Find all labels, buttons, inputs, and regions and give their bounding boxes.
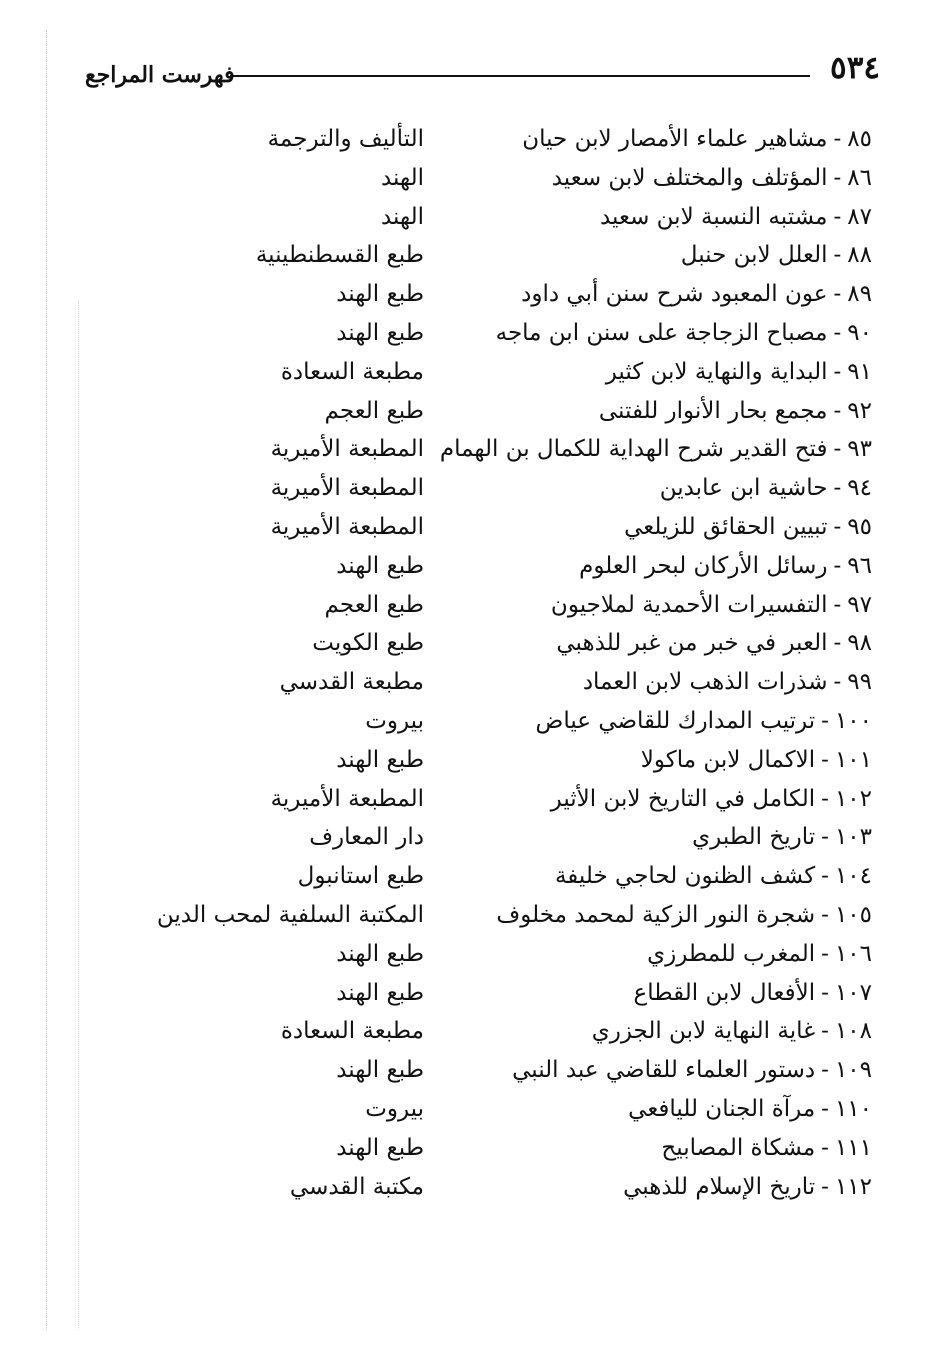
reference-title: المؤتلف والمختلف لابن سعيد	[551, 164, 828, 191]
reference-publisher: طبع استانبول	[297, 863, 424, 890]
reference-entry	[0, 1135, 934, 1174]
reference-dash: -	[821, 979, 829, 1006]
reference-title-line	[583, 669, 872, 695]
reference-publisher: طبع الهند	[336, 1134, 424, 1161]
reference-entry	[0, 436, 934, 475]
reference-dash: -	[833, 358, 842, 385]
reference-number: ١٠٦	[834, 940, 872, 967]
reference-number: ٨٦	[847, 164, 872, 191]
reference-title-line	[496, 320, 872, 346]
running-title: فهرست المراجع	[85, 62, 235, 88]
reference-title-line	[592, 1018, 872, 1044]
reference-entry	[0, 242, 934, 281]
reference-number: ٩٣	[847, 436, 872, 463]
reference-publisher: المطبعة الأميرية	[270, 785, 424, 812]
reference-entry	[0, 1174, 934, 1213]
reference-number: ٩٦	[847, 552, 872, 579]
reference-title-line	[579, 553, 872, 579]
reference-title-line	[522, 126, 872, 152]
reference-title: ترتيب المدارك للقاضي عياض	[535, 707, 816, 734]
reference-title-line	[692, 824, 872, 850]
reference-number: ٨٥	[847, 126, 872, 152]
reference-title-line	[634, 980, 872, 1006]
reference-publisher: المكتبة السلفية لمحب الدين	[156, 901, 424, 928]
reference-title-line	[628, 1096, 872, 1122]
reference-dash: -	[833, 319, 842, 346]
reference-number: ١٠١	[834, 746, 872, 773]
reference-entry	[0, 320, 934, 359]
reference-title: مشكاة المصابيح	[661, 1134, 816, 1161]
reference-title: الاكمال لابن ماكولا	[640, 746, 816, 773]
reference-title: مرآة الجنان لليافعي	[628, 1095, 816, 1122]
reference-dash: -	[821, 1095, 829, 1122]
reference-dash: -	[833, 126, 842, 152]
reference-title-line	[521, 281, 872, 307]
reference-dash: -	[821, 824, 829, 851]
reference-number: ٨٧	[847, 203, 872, 230]
reference-number: ١٠٨	[834, 1018, 872, 1045]
reference-title-line	[512, 1057, 872, 1083]
reference-title-line	[641, 747, 872, 773]
reference-title: شذرات الذهب لابن العماد	[582, 669, 828, 696]
header-rule	[230, 75, 810, 77]
reference-entry	[0, 514, 934, 553]
reference-publisher: طبع الهند	[336, 979, 424, 1006]
reference-publisher: المطبعة الأميرية	[270, 475, 424, 502]
reference-number: ٩٤	[847, 475, 872, 502]
reference-entry	[0, 980, 934, 1019]
reference-number: ١٠٥	[834, 901, 872, 928]
reference-number: ٩١	[847, 358, 872, 385]
reference-number: ١٠٣	[834, 824, 872, 851]
reference-dash: -	[833, 513, 842, 540]
reference-title-line	[624, 514, 872, 540]
reference-number: ٩٢	[847, 397, 872, 424]
reference-title: مشتبه النسبة لابن سعيد	[599, 203, 828, 230]
reference-entry	[0, 1018, 934, 1057]
reference-title-line	[623, 1174, 872, 1200]
reference-dash: -	[833, 591, 842, 618]
reference-title-line	[606, 359, 872, 385]
reference-title: العبر في خبر من غبر للذهبي	[556, 630, 828, 657]
reference-number: ٨٨	[847, 242, 872, 269]
reference-dash: -	[821, 1018, 829, 1045]
reference-number: ١١٠	[834, 1095, 872, 1122]
reference-publisher: مطبعة السعادة	[280, 1018, 424, 1045]
reference-publisher: بيروت	[365, 1095, 424, 1122]
reference-entry	[0, 204, 934, 243]
reference-entry	[0, 475, 934, 514]
reference-title-line	[681, 242, 872, 268]
reference-dash: -	[821, 746, 829, 773]
reference-title: تاريخ الطبري	[692, 824, 816, 851]
reference-dash: -	[833, 397, 842, 424]
reference-dash: -	[833, 203, 842, 230]
reference-publisher: مطبعة السعادة	[280, 358, 424, 385]
reference-publisher: طبع الهند	[336, 1057, 424, 1084]
reference-number: ٩٨	[847, 630, 872, 657]
reference-entry	[0, 1057, 934, 1096]
reference-title-line	[551, 786, 872, 812]
reference-publisher: الهند	[380, 203, 424, 230]
reference-entry	[0, 165, 934, 204]
reference-title-line	[552, 165, 872, 191]
reference-publisher: دار المعارف	[309, 824, 424, 851]
reference-entry	[0, 630, 934, 669]
page-number: ٥٣٤	[830, 50, 880, 86]
reference-dash: -	[833, 669, 842, 696]
reference-entry	[0, 126, 934, 165]
reference-number: ١١١	[834, 1134, 872, 1161]
reference-dash: -	[833, 164, 842, 191]
reference-entry	[0, 359, 934, 398]
reference-entry	[0, 747, 934, 786]
reference-number: ١٠٧	[834, 979, 872, 1006]
reference-dash: -	[821, 785, 829, 812]
reference-title: حاشية ابن عابدين	[659, 475, 828, 502]
reference-dash: -	[821, 940, 829, 967]
reference-title: عون المعبود شرح سنن أبي داود	[521, 281, 828, 308]
reference-publisher: طبع الهند	[336, 746, 424, 773]
reference-title-line	[555, 863, 872, 889]
reference-publisher: طبع العجم	[324, 591, 424, 618]
reference-publisher: بيروت	[365, 707, 424, 734]
reference-entry	[0, 824, 934, 863]
reference-title-line	[496, 902, 872, 928]
reference-number: ٩٧	[847, 591, 872, 618]
reference-title-line	[440, 436, 872, 462]
reference-publisher: طبع القسطنطينية	[255, 242, 424, 269]
reference-dash: -	[821, 1173, 829, 1200]
reference-title: البداية والنهاية لابن كثير	[605, 358, 828, 385]
reference-number: ٩٩	[847, 669, 872, 696]
reference-title: العلل لابن حنبل	[680, 242, 828, 269]
reference-dash: -	[833, 281, 842, 308]
reference-title: التفسيرات الأحمدية لملاجيون	[550, 591, 828, 618]
reference-dash: -	[821, 901, 829, 928]
reference-title: فتح القدير شرح الهداية للكمال بن الهمام	[439, 436, 828, 463]
reference-publisher: طبع الهند	[336, 319, 424, 346]
reference-publisher: طبع الهند	[336, 552, 424, 579]
reference-title: غاية النهاية لابن الجزري	[591, 1018, 816, 1045]
reference-title: الكامل في التاريخ لابن الأثير	[550, 785, 816, 812]
reference-entry	[0, 786, 934, 825]
reference-entry	[0, 708, 934, 747]
reference-dash: -	[833, 630, 842, 657]
reference-publisher: المطبعة الأميرية	[270, 436, 424, 463]
reference-title-line	[556, 630, 872, 656]
reference-publisher: مكتبة القدسي	[289, 1173, 424, 1200]
reference-number: ٨٩	[847, 281, 872, 308]
reference-publisher: طبع الهند	[336, 940, 424, 967]
reference-publisher: المطبعة الأميرية	[270, 513, 424, 540]
reference-publisher: مطبعة القدسي	[279, 669, 424, 696]
reference-title-line	[647, 941, 872, 967]
reference-title: تبيين الحقائق للزيلعي	[624, 513, 828, 540]
reference-entry	[0, 592, 934, 631]
reference-number: ٩٠	[847, 319, 872, 346]
reference-title: المغرب للمطرزي	[647, 940, 816, 967]
reference-dash: -	[833, 242, 842, 269]
reference-entry	[0, 398, 934, 437]
reference-title: دستور العلماء للقاضي عبد النبي	[512, 1057, 816, 1084]
reference-title: كشف الظنون لحاجي خليفة	[554, 863, 816, 890]
reference-publisher: طبع الكويت	[312, 630, 424, 657]
reference-number: ٩٥	[847, 513, 872, 540]
reference-entry	[0, 281, 934, 320]
reference-number: ١٠٠	[834, 707, 872, 734]
reference-entry	[0, 553, 934, 592]
reference-dash: -	[821, 1057, 829, 1084]
reference-title: رسائل الأركان لبحر العلوم	[579, 552, 828, 579]
reference-title: تاريخ الإسلام للذهبي	[623, 1173, 816, 1200]
reference-entry	[0, 902, 934, 941]
reference-title-line	[536, 708, 872, 734]
reference-publisher: طبع العجم	[324, 397, 424, 424]
reference-dash: -	[821, 1134, 829, 1161]
reference-title-line	[661, 1135, 872, 1161]
reference-title: مصباح الزجاجة على سنن ابن ماجه	[495, 319, 828, 346]
reference-entry	[0, 941, 934, 980]
reference-entry	[0, 1096, 934, 1135]
reference-dash: -	[833, 436, 842, 463]
reference-dash: -	[821, 707, 829, 734]
reference-title-line	[551, 592, 872, 618]
page-header	[80, 50, 880, 100]
reference-list	[0, 126, 934, 1212]
reference-entry	[0, 669, 934, 708]
reference-publisher: الهند	[380, 164, 424, 191]
reference-title-line	[599, 398, 872, 424]
reference-number: ١٠٤	[834, 863, 872, 890]
reference-dash: -	[833, 475, 842, 502]
reference-title: شجرة النور الزكية لمحمد مخلوف	[496, 901, 816, 928]
reference-title: الأفعال لابن القطاع	[633, 979, 816, 1006]
reference-publisher: طبع الهند	[336, 281, 424, 308]
reference-publisher: التأليف والترجمة	[267, 126, 424, 152]
reference-title: مشاهير علماء الأمصار لابن حيان	[522, 126, 828, 152]
reference-number: ١١٢	[834, 1173, 872, 1200]
reference-dash: -	[821, 863, 829, 890]
reference-title-line	[600, 204, 872, 230]
reference-number: ١٠٢	[834, 785, 872, 812]
reference-entry	[0, 863, 934, 902]
reference-dash: -	[833, 552, 842, 579]
reference-title: مجمع بحار الأنوار للفتنى	[598, 397, 828, 424]
reference-number: ١٠٩	[834, 1057, 872, 1084]
reference-title-line	[660, 475, 872, 501]
